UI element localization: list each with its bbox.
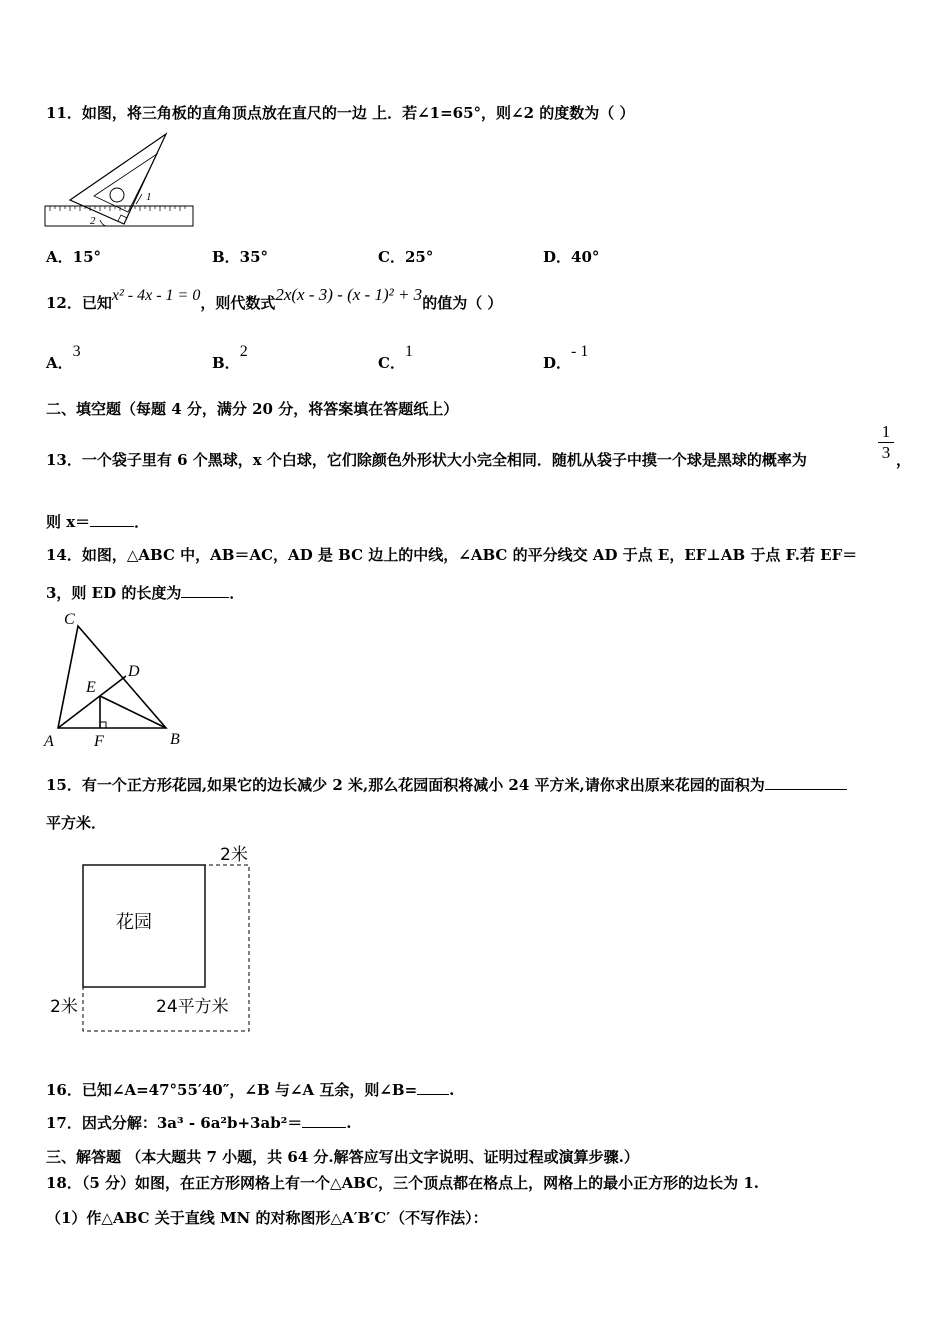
q13-line2: 则 x＝ ． [46, 513, 150, 531]
q12-equation: x² - 4x - 1 = 0 [111, 287, 201, 304]
angle1-label: 1 [146, 191, 152, 203]
top-2m-label: 2米 [220, 845, 248, 865]
q15-answer-blank [765, 775, 847, 790]
right-angle-f [100, 722, 106, 728]
q12-suffix: 的值为（ ） [422, 294, 503, 312]
q15-line1: 15．有一个正方形花园,如果它的边长减少 2 米,那么花园面积将减小 24 平方米,请你求出原来花园的面积为 [46, 774, 847, 795]
set-square [70, 134, 166, 224]
section2-heading: 二、填空题（每题 4 分，满分 20 分，将答案填在答题纸上） [46, 400, 459, 418]
q14-figure [44, 608, 189, 750]
label-f: F [94, 733, 104, 750]
q12-expression: 2x(x - 3) - (x - 1)² + 3 [275, 285, 423, 304]
label-d: D [128, 663, 140, 680]
label-a: A [44, 733, 54, 750]
triangle-abc [58, 626, 166, 728]
q13-fraction [878, 423, 894, 462]
angle2-arc [100, 220, 106, 226]
label-c: C [64, 611, 75, 628]
q18-sub1: （1）作△ABC 关于直线 MN 的对称图形△A′B′C′（不写作法）： [46, 1209, 488, 1227]
area-24-label: 24平方米 [156, 997, 229, 1017]
q14-line2: 3，则 ED 的长度为 ． [46, 584, 245, 602]
bisector-be [100, 696, 166, 728]
set-square-inner [94, 154, 157, 212]
q17-answer-blank [302, 1113, 346, 1128]
label-e: E [86, 679, 96, 696]
q14-answer-blank [181, 583, 229, 598]
ruler [45, 206, 193, 226]
q12-option-a: A．3 [46, 343, 81, 372]
q11-text: 11．如图，将三角板的直角顶点放在直尺的一边 上．若∠1=65°，则∠2 的度数为（ ） [46, 104, 635, 122]
left-2m-label: 2米 [50, 997, 78, 1017]
q13-tail: ， [896, 451, 912, 469]
q12-option-b: B．2 [212, 343, 248, 372]
section3-heading: 三、解答题 （本大题共 7 小题，共 64 分.解答应写出文字说明、证明过程或演算步骤.） [46, 1148, 639, 1166]
q11-option-d: D．40° [543, 248, 600, 266]
q13-answer-blank [90, 512, 134, 527]
q12-prefix: 12．已知 [46, 294, 112, 312]
q11-option-b: B．35° [212, 248, 269, 266]
q17-text: 17．因式分解：3a³ - 6a²b+3ab²＝ . [46, 1114, 352, 1132]
angle2-label: 2 [90, 215, 96, 227]
q14-line1: 14．如图，△ABC 中，AB＝AC，AD 是 BC 边上的中线，∠ABC 的平分线交 AD 于点 E，EF⊥AB 于点 F.若 EF＝ [46, 546, 858, 564]
q12-option-c: C．1 [378, 343, 413, 372]
q12-mid: ，则代数式 [200, 294, 276, 312]
q16-text: 16．已知∠A=47°55′40″，∠B 与∠A 互余，则∠B= . [46, 1081, 455, 1099]
q18-text: 18．（5 分）如图，在正方形网格上有一个△ABC，三个顶点都在格点上，网格上的最小正方形的边长为 1. [46, 1174, 759, 1192]
q11-option-a: A．15° [46, 248, 102, 266]
garden-label: 花园 [116, 912, 152, 933]
q11-figure [44, 132, 196, 230]
q12-option-d: D．- 1 [543, 343, 589, 372]
q15-line2: 平方米． [46, 814, 107, 832]
q12-line [46, 285, 503, 313]
q11-option-c: C．25° [378, 248, 434, 266]
q15-figure [40, 840, 270, 1040]
q16-answer-blank [417, 1080, 449, 1095]
set-square-hole [110, 188, 124, 202]
label-b: B [170, 731, 180, 748]
q13-text: 13．一个袋子里有 6 个黑球，x 个白球，它们除颜色外形状大小完全相同．随机从袋子中摸一个球是黑球的概率为 [46, 451, 807, 469]
q13-fraction-num: 1 [881, 422, 891, 441]
q13-fraction-den: 3 [881, 443, 891, 462]
